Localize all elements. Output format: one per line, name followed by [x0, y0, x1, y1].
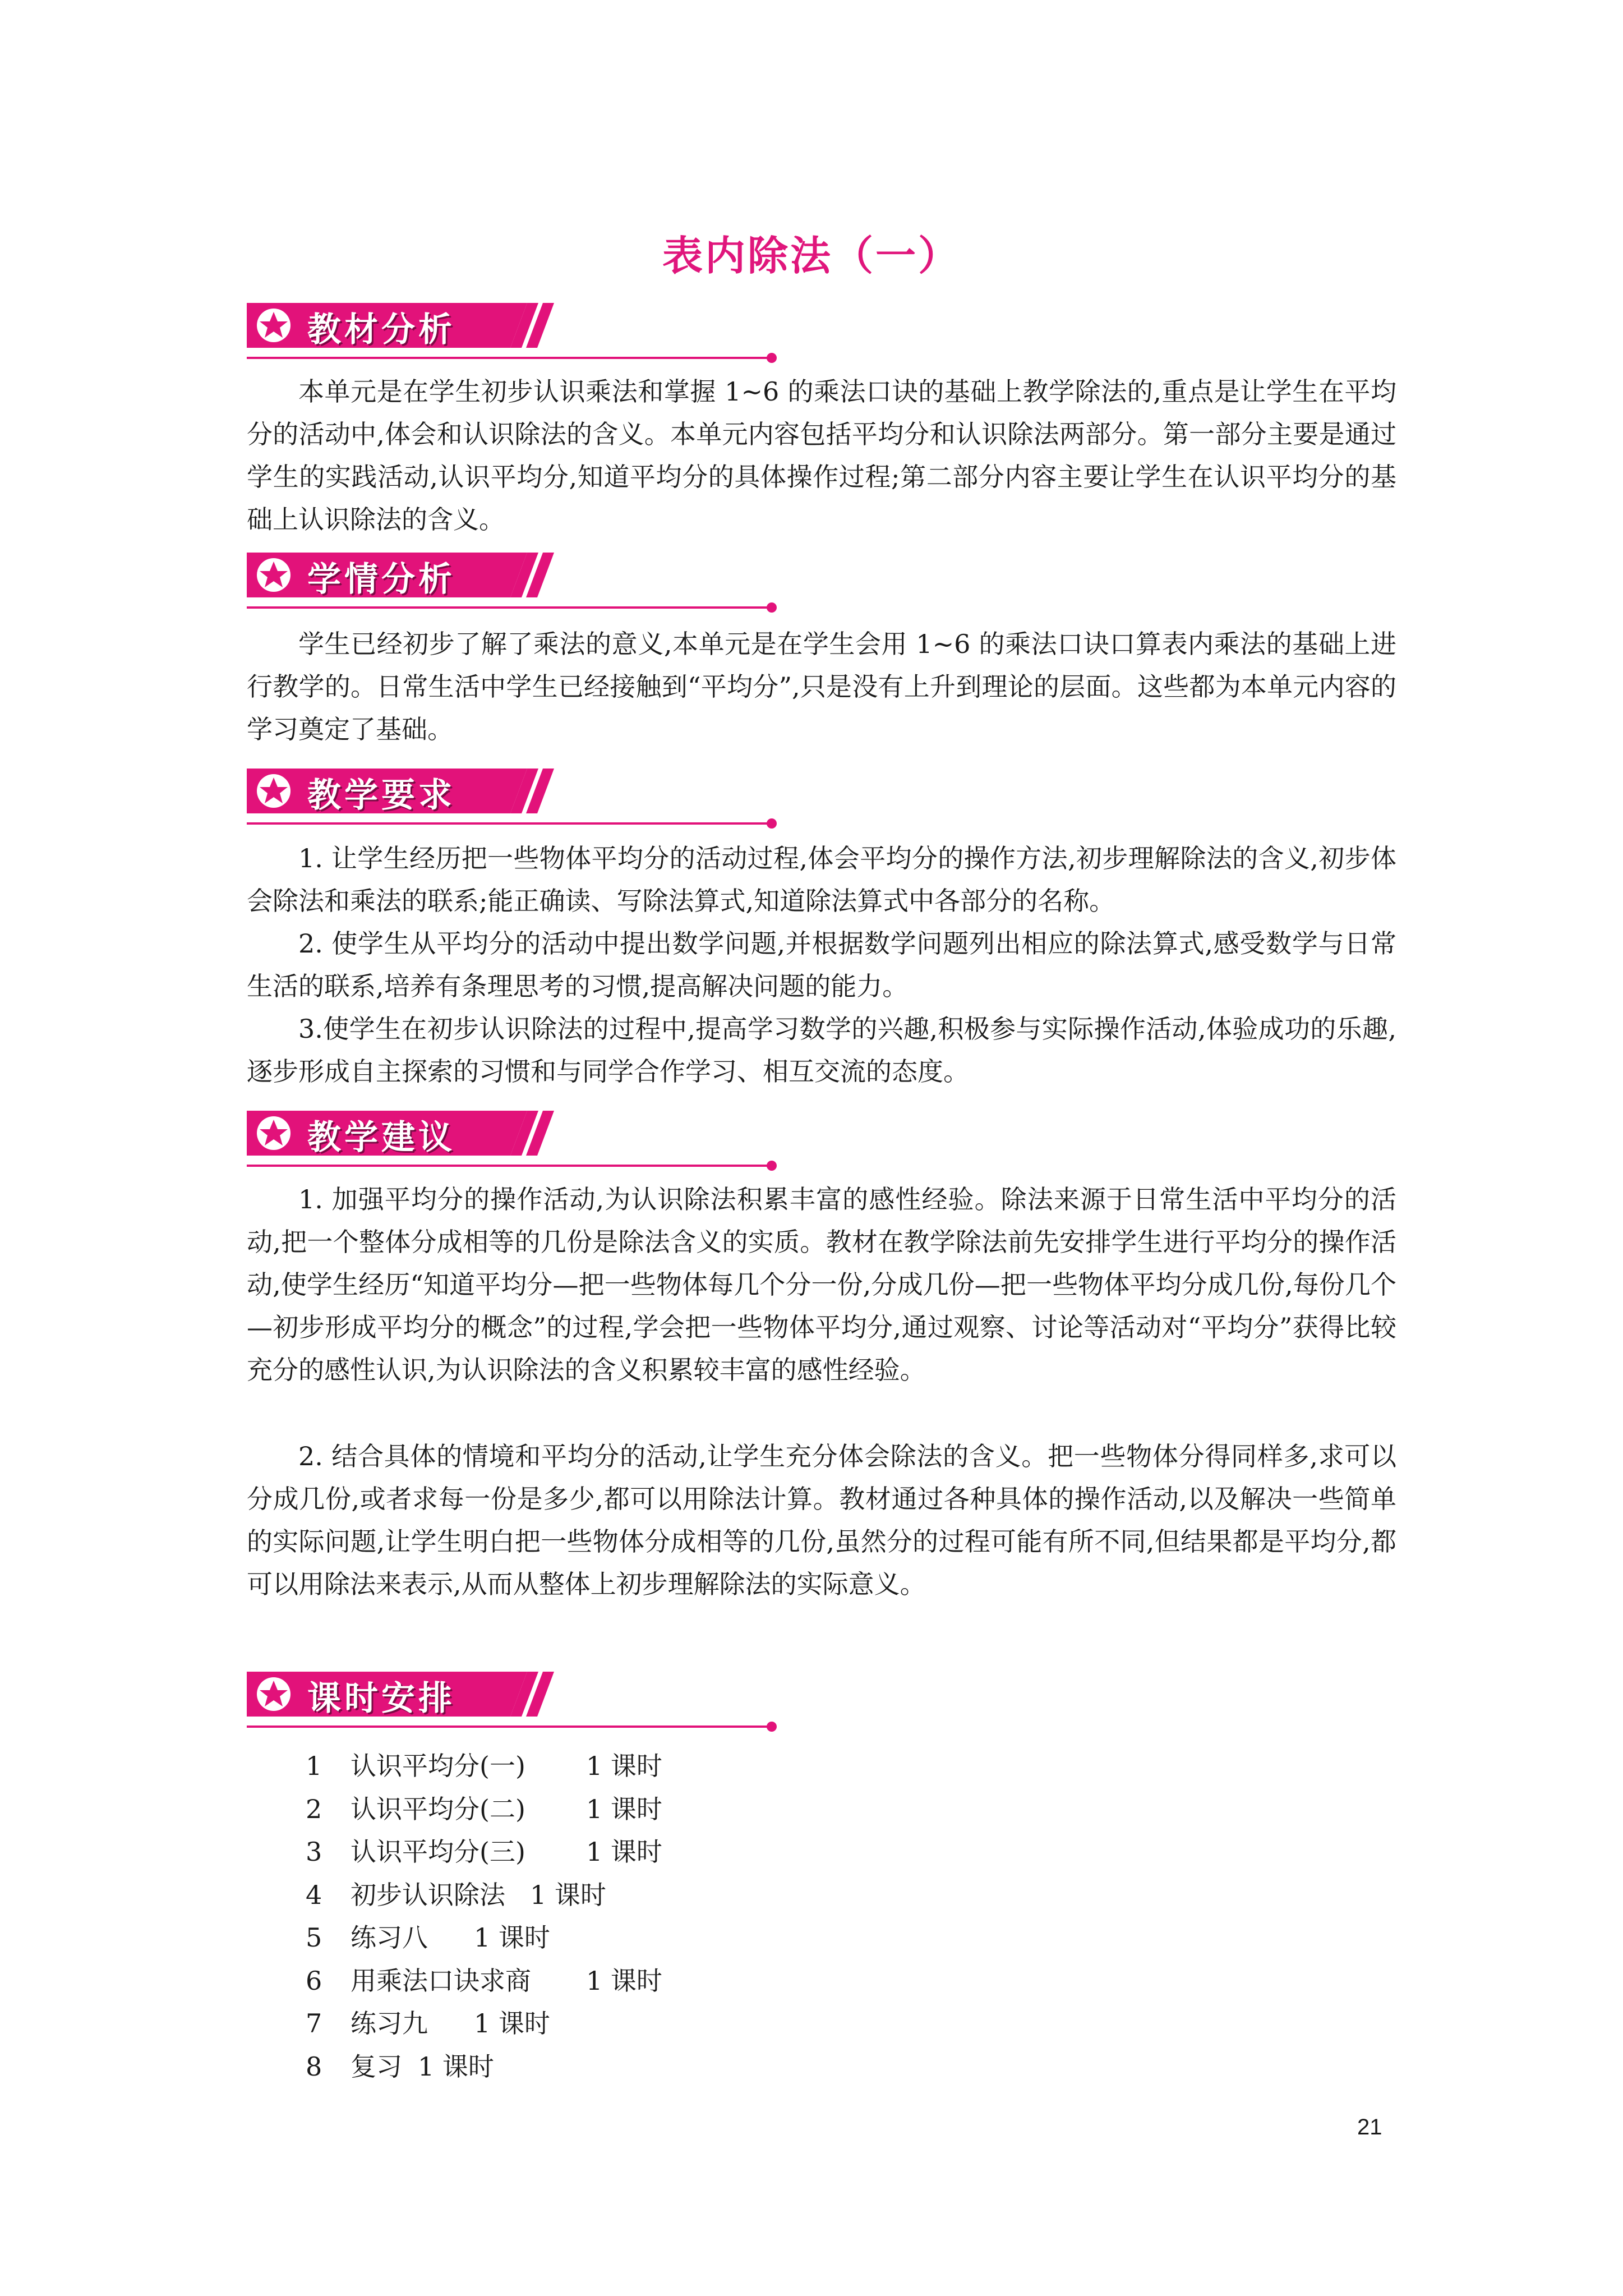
section-heading: 学情分析	[307, 560, 455, 599]
item-name: 初步认识除法	[351, 1879, 505, 1910]
page-number: 21	[1357, 2115, 1382, 2139]
paragraph: 1. 加强平均分的操作活动,为认识除法积累丰富的感性经验。除法来源于日常生活中平均分的活动,把一个整体分成相等的几份是除法含义的实质。教材在教学除法前先安排学生进行平均分的操作活动,使学生经历“知道平均分—把一些物体每几个分一份,分成几份—把一些物体平均分成几份,每份几个—初步形成平均分的概念”的过程,学会把一些物体平均分,通过观察、讨论等活动对“平均分”获得比较充分的感性认识,为认识除法的含义积累较丰富的感性经验。	[247, 1184, 1396, 1385]
item-hours: 1 课时	[530, 1879, 606, 1910]
paragraph: 1. 让学生经历把一些物体平均分的活动过程,体会平均分的操作方法,初步理解除法的含义,初步体会除法和乘法的联系;能正确读、写除法算式,知道除法算式中各部分的名称。	[247, 843, 1396, 916]
section-heading: 教学建议	[307, 1118, 455, 1157]
paragraph: 2. 结合具体的情境和平均分的活动,让学生充分体会除法的含义。把一些物体分得同样多,求可以分成几份,或者求每一份是多少,都可以用除法计算。教材通过各种具体的操作活动,以及解决一些简单的实际问题,让学生明白把一些物体分成相等的几份,虽然分的过程可能有所不同,但结果都是平均分,都可以用除法来表示,从而从整体上初步理解除法的实际意义。	[247, 1441, 1396, 1599]
item-hours: 1 课时	[586, 1837, 662, 1867]
item-hours: 1 课时	[474, 1922, 550, 1953]
item-name: 练习八	[351, 1922, 428, 1953]
paragraph: 3.使学生在初步认识除法的过程中,提高学习数学的兴趣,积极参与实际操作活动,体验成功的乐趣,逐步形成自主探索的习惯和与同学合作学习、相互交流的态度。	[247, 1014, 1396, 1087]
lesson-schedule-list	[306, 1745, 662, 2088]
item-number: 1	[306, 1751, 322, 1781]
item-number: 8	[306, 2051, 322, 2082]
section-heading: 课时安排	[307, 1679, 455, 1718]
item-hours: 1 课时	[586, 1751, 662, 1781]
item-number: 2	[306, 1793, 322, 1824]
star-icon	[257, 1116, 291, 1150]
item-hours: 1 课时	[586, 1965, 662, 1996]
star-icon	[257, 309, 291, 342]
section-header-teaching-suggestions	[247, 1111, 785, 1178]
star-icon	[257, 558, 291, 592]
item-number: 6	[306, 1965, 322, 1996]
list-item	[306, 1916, 662, 1959]
section-header-teaching-requirements	[247, 769, 785, 836]
list-item	[306, 1830, 662, 1874]
star-icon	[257, 1677, 291, 1711]
section-header-student-analysis	[247, 553, 785, 620]
list-item	[306, 1959, 662, 2003]
item-name: 认识平均分(一)	[351, 1751, 525, 1781]
item-name: 认识平均分(二)	[351, 1793, 525, 1824]
item-number: 5	[306, 1922, 322, 1953]
item-hours: 1 课时	[474, 2008, 550, 2039]
item-number: 4	[306, 1879, 322, 1910]
list-item	[306, 2045, 662, 2088]
list-item	[306, 1874, 662, 1917]
section-header-textbook-analysis	[247, 303, 785, 370]
item-hours: 1 课时	[586, 1793, 662, 1824]
paragraph: 本单元是在学生初步认识乘法和掌握 1~6 的乘法口诀的基础上教学除法的,重点是让学生在平均分的活动中,体会和认识除法的含义。本单元内容包括平均分和认识除法两部分。第一部分主要是通过学生的实践活动,认识平均分,知道平均分的具体操作过程;第二部分内容主要让学生在认识平均分的基础上认识除法的含义。	[247, 376, 1396, 535]
item-name: 认识平均分(三)	[351, 1837, 525, 1867]
item-name: 用乘法口诀求商	[351, 1965, 531, 1996]
section-header-lesson-schedule	[247, 1672, 785, 1739]
section-heading: 教材分析	[307, 310, 455, 349]
star-icon	[257, 774, 291, 808]
item-name: 复习	[351, 2051, 402, 2082]
section-heading: 教学要求	[307, 776, 455, 815]
paragraph: 2. 使学生从平均分的活动中提出数学问题,并根据数学问题列出相应的除法算式,感受数学与日常生活的联系,培养有条理思考的习惯,提高解决问题的能力。	[247, 928, 1396, 1001]
list-item	[306, 1788, 662, 1831]
paragraph: 学生已经初步了解了乘法的意义,本单元是在学生会用 1~6 的乘法口诀口算表内乘法的基础上进行教学的。日常生活中学生已经接触到“平均分”,只是没有上升到理论的层面。这些都为本单元内容的学习奠定了基础。	[247, 629, 1396, 744]
page-title: 表内除法（一）	[662, 232, 961, 279]
item-number: 7	[306, 2008, 322, 2039]
item-number: 3	[306, 1837, 322, 1867]
item-name: 练习九	[351, 2008, 428, 2039]
list-item	[306, 1745, 662, 1788]
item-hours: 1 课时	[418, 2051, 494, 2082]
list-item	[306, 2002, 662, 2045]
